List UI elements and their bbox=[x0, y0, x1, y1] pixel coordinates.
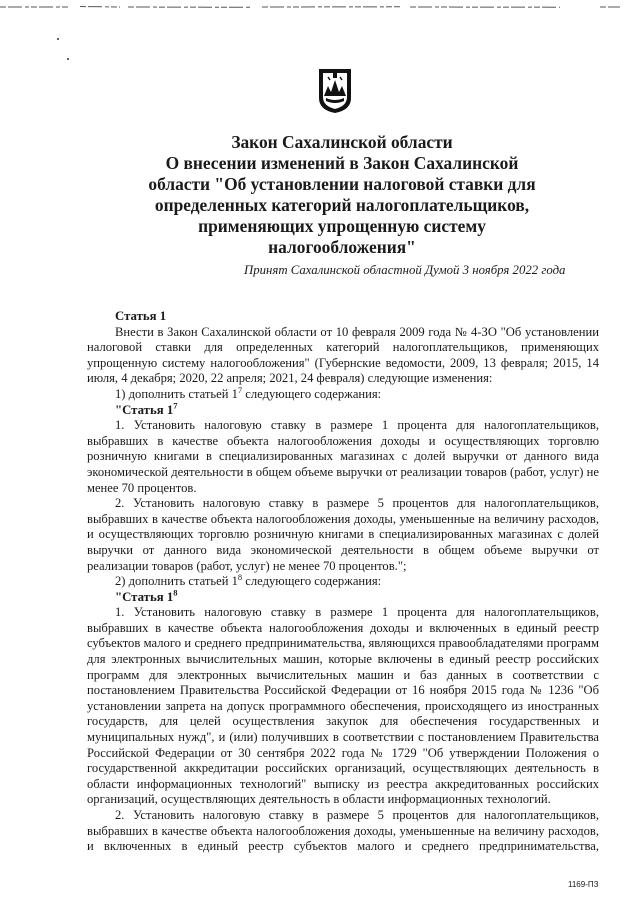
law-title bbox=[112, 132, 572, 258]
article-1-intro: Внести в Закон Сахалинской области от 10 февраля 2009 года № 4-ЗО "Об установлении налоговой ставки для определенных категорий налогоплательщиков, применяющих упрощенную систему налогообложения" (Губернские ведомости, 2009, 13 февраля; 2015, 14 июля, 4 декабря; 2020, 22 апреля; 2021, 24 февраля) следующие изменения: bbox=[87, 324, 599, 386]
article-1-8-heading: "Статья $1^8$ bbox=[115, 587, 178, 604]
title-line: налогообложения" bbox=[268, 237, 416, 257]
title-line: О внесении изменений в Закон Сахалинской bbox=[165, 153, 519, 173]
amendment-item-1: 1) дополнить статьей $1^7$ следующего содержания: bbox=[115, 384, 382, 401]
article-1-8-paragraph-1: 1. Установить налоговую ставку в размере 1 процента для налогоплательщиков, выбравших в качестве объекта налогообложения доходы и включенных в единый реестр субъектов малого и среднего предпринимательства, являющихся правообладателями программ для электронных вычислительных машин, которые включены в единый реестр российских программ для электронных вычислительных машин и баз данных в соответствии с постановлением Правительства Российской Федерации от 16 ноября 2015 года № 1236 "Об установлении запрета на допуск программного обеспечения, происходящего из иностранных государств, для целей осуществления закупок для обеспечения государственных и муниципальных нужд", и (или) получивших в соответствии с постановлением Правительства Российской Федерации от 30 сентября 2022 года № 1729 "Об утверждении Положения о государственной аккредитации российских организаций, осуществляющих деятельность в области информационных технологий" выписку из реестра аккредитованных российских организаций, осуществляющих деятельность в области информационных технологий. bbox=[87, 605, 599, 807]
article-1-7-paragraph-2: 2. Установить налоговую ставку в размере 5 процентов для налогоплательщиков, выбравших в качестве объекта налогообложения доходы, уменьшенные на величину расходов, и осуществляющих торговлю розничную книгами в специализированных магазинах с долей выручки от данного вида экономической деятельности в общем объеме выручки от реализации товаров (работ, услуг) не менее 70 процентов."; bbox=[87, 496, 599, 573]
title-line: Закон Сахалинской области bbox=[231, 132, 453, 152]
scan-speck bbox=[57, 38, 59, 40]
amendment-item-2: 2) дополнить статьей $1^8$ следующего содержания: bbox=[115, 571, 382, 589]
article-1-7-heading: "Статья $1^7$ bbox=[115, 400, 178, 417]
adoption-note: Принят Сахалинской областной Думой 3 ноября 2022 года bbox=[244, 263, 566, 277]
article-1-8-paragraph-2: 2. Установить налоговую ставку в размере 5 процентов для налогоплательщиков, выбравших в качестве объекта налогообложения доходы, уменьшенные на величину расходов, и включенных в единый реестр субъектов малого и среднего предпринимательства, bbox=[87, 808, 599, 854]
title-line: применяющих упрощенную систему bbox=[198, 216, 486, 236]
law-body bbox=[87, 309, 599, 855]
article-1-7-paragraph-1: 1. Установить налоговую ставку в размере 1 процента для налогоплательщиков, выбравших в качестве объекта налогообложения доходы и осуществляющих торговлю розничную книгами в специализированных магазинах с долей выручки от данного вида экономической деятельности в общем объеме выручки от реализации товаров (работ, услуг) не менее 70 процентов. bbox=[87, 418, 599, 495]
scan-speck bbox=[67, 58, 69, 60]
title-line: области "Об установлении налоговой ставки для bbox=[148, 174, 536, 194]
scan-artifact-line bbox=[0, 5, 635, 9]
sakhalin-coat-of-arms-icon bbox=[318, 68, 352, 114]
document-code: 1169-ПЗ bbox=[568, 880, 599, 889]
article-1-heading: Статья 1 bbox=[115, 309, 167, 323]
title-line: определенных категорий налогоплательщиков, bbox=[154, 195, 530, 215]
